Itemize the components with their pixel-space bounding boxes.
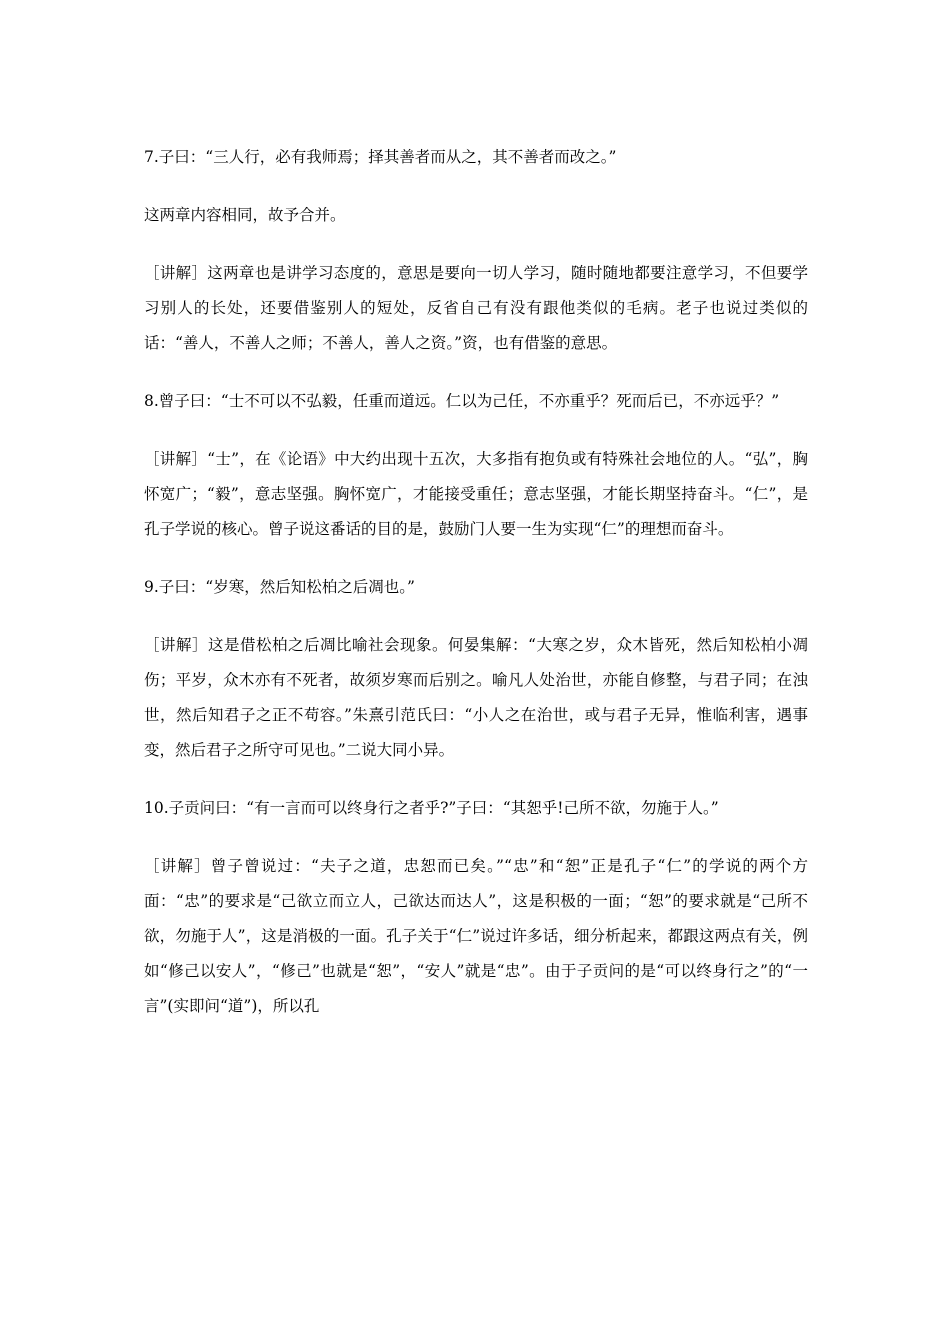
paragraph-8-quote: 8.曾子曰：“士不可以不弘毅，任重而道远。仁以为己任，不亦重乎？死而后已，不亦远乎？” <box>144 392 780 410</box>
document-body <box>144 140 808 1047</box>
paragraph-10-explanation: ［讲解］曾子曾说过：“夫子之道，忠恕而已矣。”“忠”和“恕”正是孔子“仁”的学说的两个方面：“忠”的要求是“己欲立而立人，己欲达而达人”，这是积极的一面；“恕”的要求就是“己所不欲，勿施于人”，这是消极的一面。孔子关于“仁”说过许多话，细分析起来，都跟这两点有关，例如“修己以安人”，“修己”也就是“恕”，“安人”就是“忠”。由于子贡问的是“可以终身行之”的“一言”(实即问“道”)，所以孔 <box>144 857 808 1015</box>
paragraph-9-quote: 9.子曰：“岁寒，然后知松柏之后凋也。” <box>144 578 415 596</box>
paragraph-7-quote: 7.子曰：“三人行，必有我师焉；择其善者而从之，其不善者而改之。” <box>144 148 617 166</box>
paragraph-9-explanation: ［讲解］这是借松柏之后凋比喻社会现象。何晏集解：“大寒之岁，众木皆死，然后知松柏小凋伤；平岁，众木亦有不死者，故须岁寒而后别之。喻凡人处治世，亦能自修整，与君子同；在浊世，然后知君子之正不苟容。”朱熹引范氏曰：“小人之在治世，或与君子无异，惟临利害，遇事变，然后君子之所守可见也。”二说大同小异。 <box>144 636 808 759</box>
paragraph-7-explanation: ［讲解］这两章也是讲学习态度的，意思是要向一切人学习，随时随地都要注意学习，不但要学习别人的长处，还要借鉴别人的短处，反省自己有没有跟他类似的毛病。老子也说过类似的话：“善人，不善人之师；不善人，善人之资。”资，也有借鉴的意思。 <box>144 264 808 352</box>
paragraph-merge-note: 这两章内容相同，故予合并。 <box>144 206 346 224</box>
paragraph-8-explanation: ［讲解］“士”，在《论语》中大约出现十五次，大多指有抱负或有特殊社会地位的人。“弘”，胸怀宽广；“毅”，意志坚强。胸怀宽广，才能接受重任；意志坚强，才能长期坚持奋斗。“仁”，是孔子学说的核心。曾子说这番话的目的是，鼓励门人要一生为实现“仁”的理想而奋斗。 <box>144 450 808 538</box>
paragraph-10-quote: 10.子贡问曰：“有一言而可以终身行之者乎?”子曰：“其恕乎!己所不欲，勿施于人。” <box>144 799 719 817</box>
